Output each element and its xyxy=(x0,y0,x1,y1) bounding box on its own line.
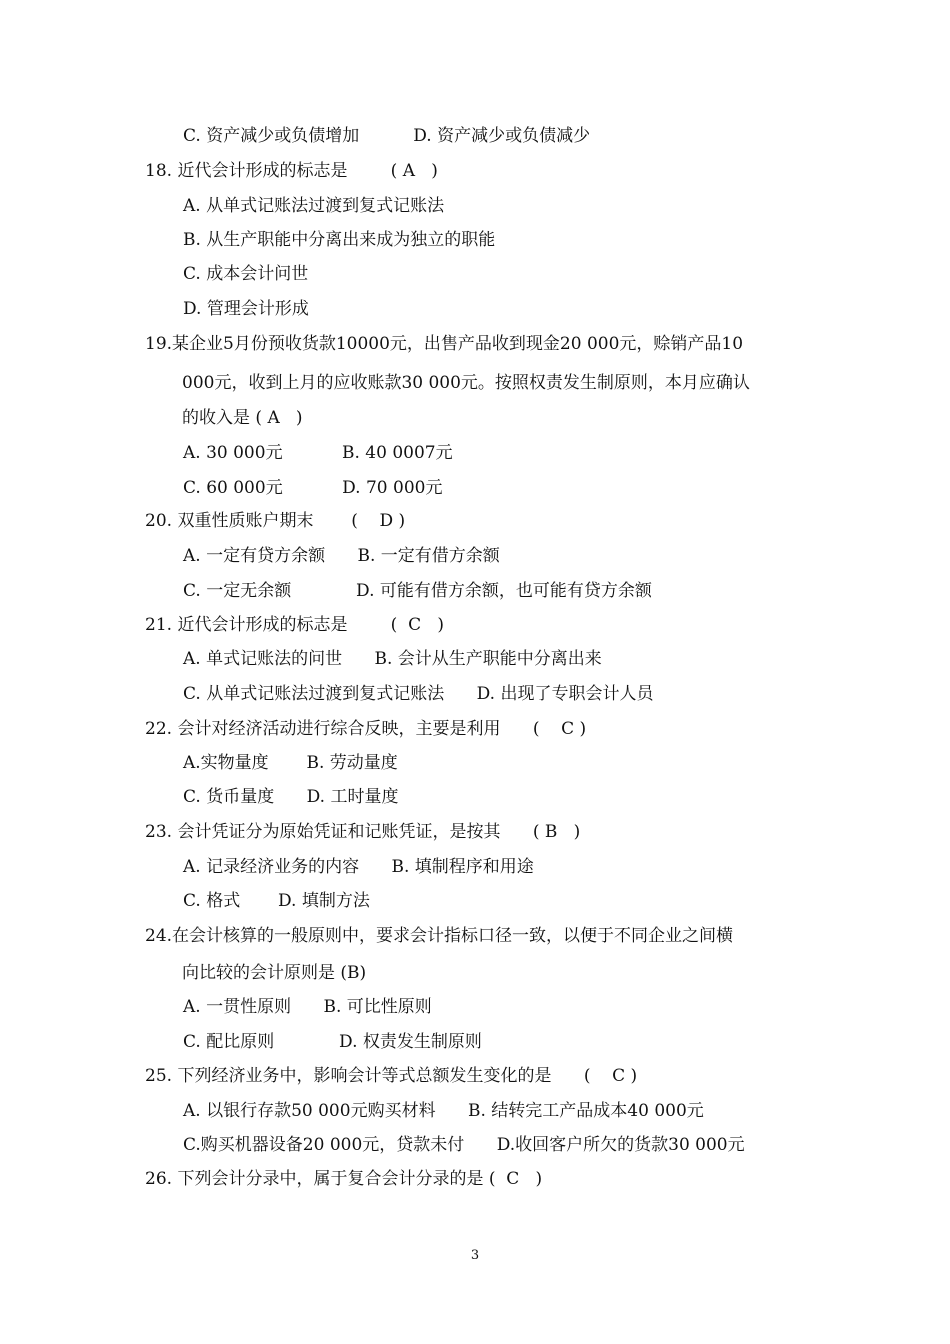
question-26: 26. 下列会计分录中，属于复合会计分录的是 ( C ) xyxy=(145,1169,543,1189)
option-line: C. 货币量度 D. 工时量度 xyxy=(183,787,399,807)
option-line: A. 一贯性原则 B. 可比性原则 xyxy=(183,997,432,1017)
option-line: C. 成本会计问世 xyxy=(183,264,309,284)
page-number: 3 xyxy=(470,1248,480,1263)
option-line: A.实物量度 B. 劳动量度 xyxy=(183,753,398,773)
question-21: 21. 近代会计形成的标志是 ( C ) xyxy=(145,615,444,635)
option-line: A. 从单式记账法过渡到复式记账法 xyxy=(183,196,445,216)
question-18: 18. 近代会计形成的标志是 ( A ) xyxy=(145,161,438,181)
option-line: B. 从生产职能中分离出来成为独立的职能 xyxy=(183,230,496,250)
option-line: A. 单式记账法的问世 B. 会计从生产职能中分离出来 xyxy=(183,649,602,669)
question-19-cont: 000元，收到上月的应收账款30 000元。按照权责发生制原则，本月应确认 xyxy=(182,373,750,393)
option-line: A. 记录经济业务的内容 B. 填制程序和用途 xyxy=(183,857,534,877)
option-line: C. 一定无余额 D. 可能有借方余额，也可能有贷方余额 xyxy=(183,581,652,601)
option-line: D. 管理会计形成 xyxy=(183,299,309,319)
option-line: C. 配比原则 D. 权责发生制原则 xyxy=(183,1032,482,1052)
option-line: C. 格式 D. 填制方法 xyxy=(183,891,370,911)
option-line: A. 以银行存款50 000元购买材料 B. 结转完工产品成本40 000元 xyxy=(183,1101,704,1121)
option-line: C.购买机器设备20 000元，贷款未付 D.收回客户所欠的货款30 000元 xyxy=(183,1135,745,1155)
question-19-cont: 的收入是 ( A ) xyxy=(182,408,303,428)
question-23: 23. 会计凭证分为原始凭证和记账凭证，是按其 ( B ) xyxy=(145,822,581,842)
option-line: C. 从单式记账法过渡到复式记账法 D. 出现了专职会计人员 xyxy=(183,684,654,704)
question-20: 20. 双重性质账户期末 ( D ) xyxy=(145,511,406,531)
option-line: C. 60 000元 D. 70 000元 xyxy=(183,478,443,498)
question-19: 19.某企业5月份预收货款10000元，出售产品收到现金20 000元，赊销产品10 xyxy=(145,334,744,354)
option-line: A. 30 000元 B. 40 0007元 xyxy=(183,443,453,463)
question-22: 22. 会计对经济活动进行综合反映，主要是利用 ( C ) xyxy=(145,719,587,739)
question-25: 25. 下列经济业务中，影响会计等式总额发生变化的是 ( C ) xyxy=(145,1066,638,1086)
text-line: C. 资产减少或负债增加 D. 资产减少或负债减少 xyxy=(183,126,591,146)
question-24: 24.在会计核算的一般原则中，要求会计指标口径一致，以便于不同企业之间横 xyxy=(145,926,734,946)
question-24-cont: 向比较的会计原则是 (B) xyxy=(182,963,367,983)
option-line: A. 一定有贷方余额 B. 一定有借方余额 xyxy=(183,546,500,566)
